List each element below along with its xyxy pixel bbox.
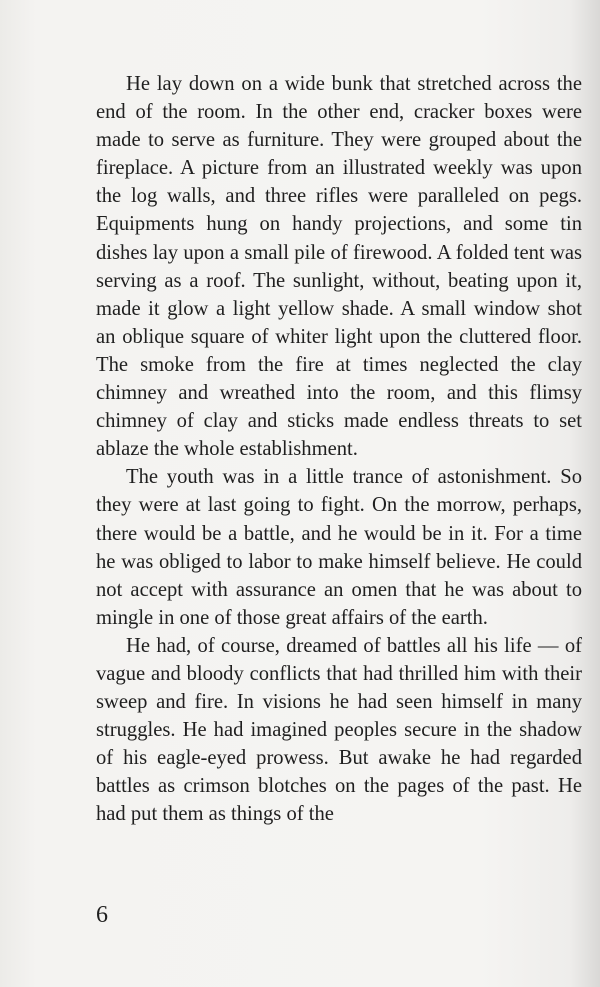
paragraph-3: He had, of course, dreamed of battles all his life — of vague and bloody conflicts that had thrilled him with their sweep and fire. In visions he had seen himself in many struggles. He had imagined peoples secure in the shadow of his eagle-eyed prowess. But awake he had regarded battles as crimson blotches on the pages of the past. He had put them as things of the	[96, 634, 582, 826]
body-text	[96, 70, 582, 829]
paragraph-1: He lay down on a wide bunk that stretched across the end of the room. In the other end, cracker boxes were made to serve as furniture. They were grouped about the fireplace. A picture from an illustrated weekly was upon the log walls, and three rifles were paralleled on pegs. Equipments hung on handy projections, and some tin dishes lay upon a small pile of firewood. A folded tent was serving as a roof. The sunlight, without, beating upon it, made it glow a light yellow shade. A small window shot an oblique square of whiter light upon the cluttered floor. The smoke from the fire at times neglected the clay chimney and wreathed into the room, and this flimsy chimney of clay and sticks made endless threats to set ablaze the whole establishment.	[96, 73, 582, 461]
page-number: 6	[96, 902, 108, 928]
paragraph-2: The youth was in a little trance of astonishment. So they were at last going to fight. On the morrow, perhaps, there would be a battle, and he would be in it. For a time he was obliged to labor to make himself believe. He could not accept with assurance an omen that he was about to mingle in one of those great affairs of the earth.	[96, 466, 582, 629]
